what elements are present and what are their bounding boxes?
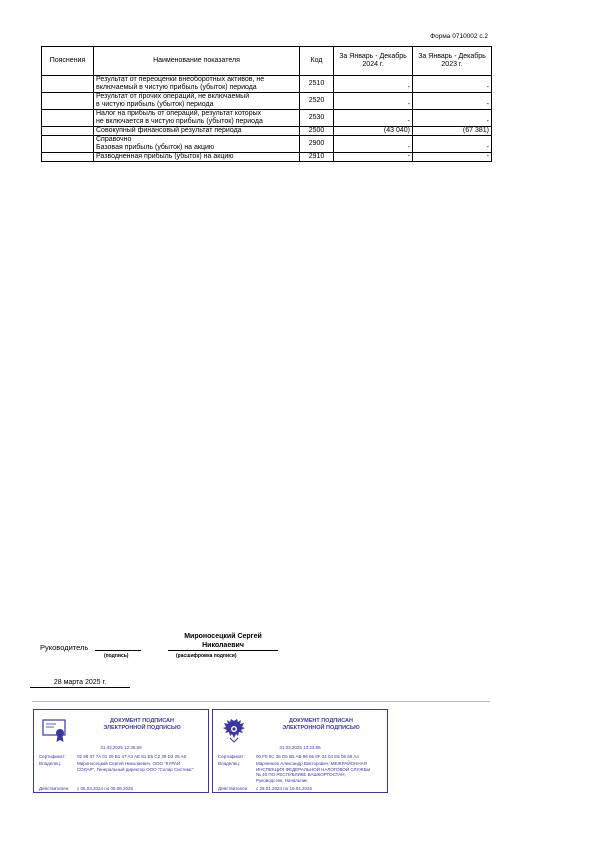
report-table <box>41 46 492 162</box>
row-value-2023: - <box>413 110 492 127</box>
table-header-row <box>42 47 492 76</box>
header-period-2024: За Январь - Декабрь 2024 г. <box>334 47 413 76</box>
document-date: 28 марта 2025 г. <box>30 679 130 688</box>
form-code: Форма 0710002 с.2 <box>430 33 488 40</box>
signature-line <box>95 650 141 651</box>
russian-eagle-emblem-icon <box>221 717 247 743</box>
header-name: Наименование показателя <box>94 47 300 76</box>
stamp-timestamp: 31.03.2025 12:35:59 <box>100 745 142 750</box>
name-caption: (расшифровка подписи) <box>176 653 237 659</box>
stamp-owner-row: Владелец: Мироносецкий Сергей Николаевич, ООО "КУРАЙ СОЛАР", Генеральный директор ООО "Солар Системс" <box>39 761 194 772</box>
notes-cell <box>42 110 94 127</box>
notes-cell <box>42 93 94 110</box>
row-value-2024: - <box>334 110 413 127</box>
name-line <box>168 650 278 651</box>
row-name: Разводненная прибыль (убыток) на акцию <box>94 153 300 162</box>
row-code: 2530 <box>300 110 334 127</box>
stamp-title: ДОКУМЕНТ ПОДПИСАН ЭЛЕКТРОННОЙ ПОДПИСЬЮ <box>282 718 360 731</box>
row-name: Результат от прочих операций, не включаемый в чистую прибыль (убыток) периода <box>94 93 300 110</box>
notes-cell <box>42 153 94 162</box>
row-code: 2900 <box>300 136 334 153</box>
certificate-icon <box>42 717 68 743</box>
e-signature-stamp <box>33 709 209 793</box>
row-name: Налог на прибыль от операций, результат которых не включается в чистую прибыль (убыток) периода <box>94 110 300 127</box>
row-name: Справочно Базовая прибыль (убыток) на акцию <box>94 136 300 153</box>
row-code: 2510 <box>300 76 334 93</box>
stamp-certificate-row: Сертификат: 00 F0 0C 36 D6 B5 AB 96 65 6F 34 04 E5 06 68 A4 <box>218 754 359 759</box>
row-value-2023: - <box>413 153 492 162</box>
row-value-2024: - <box>334 76 413 93</box>
row-value-2024: - <box>334 93 413 110</box>
row-value-2024: - <box>334 136 413 153</box>
header-notes: Пояснения <box>42 47 94 76</box>
row-code: 2520 <box>300 93 334 110</box>
row-value-2023: - <box>413 93 492 110</box>
row-code: 2910 <box>300 153 334 162</box>
table-row <box>42 153 492 162</box>
stamp-timestamp: 31.03.2025 13:23:55 <box>279 745 321 750</box>
row-value-2023: - <box>413 76 492 93</box>
stamp-valid-row: Действителен: с 05.03.2024 по 05.06.2025 <box>39 786 133 791</box>
notes-cell <box>42 136 94 153</box>
row-name: Результат от переоценки внеоборотных активов, не включаемый в чистую прибыль (убыток) периода <box>94 76 300 93</box>
stamp-owner-row: Владелец: Марченков Александр Викторович, МЕЖРАЙОННАЯ ИНСПЕКЦИЯ ФЕДЕРАЛЬНОЙ НАЛОГОВОЙ СЛУЖБЫ № 40 ПО РЕСПУБЛИКЕ БАШКОРТОСТАН, Руководство, Начальник <box>218 761 371 783</box>
notes-cell <box>42 76 94 93</box>
signature-caption: (подпись) <box>104 653 129 659</box>
stamp-certificate-row: Сертификат: 02 96 37 7A 01 29 B1 47 A3 AE 81 E5 C2 39 D2 25 A6 <box>39 754 187 759</box>
row-name: Совокупный финансовый результат периода <box>94 127 300 136</box>
row-value-2024: (43 040) <box>334 127 413 136</box>
header-code: Код <box>300 47 334 76</box>
signer-role: Руководитель <box>40 643 89 652</box>
row-value-2024: - <box>334 153 413 162</box>
row-code: 2500 <box>300 127 334 136</box>
header-period-2023: За Январь - Декабрь 2023 г. <box>413 47 492 76</box>
table-row <box>42 110 492 127</box>
table-row <box>42 136 492 153</box>
row-value-2023: (67 381) <box>413 127 492 136</box>
row-value-2023: - <box>413 136 492 153</box>
table-row <box>42 127 492 136</box>
notes-cell <box>42 127 94 136</box>
table-row <box>42 76 492 93</box>
e-signature-stamp <box>212 709 388 793</box>
table-row <box>42 93 492 110</box>
stamp-title: ДОКУМЕНТ ПОДПИСАН ЭЛЕКТРОННОЙ ПОДПИСЬЮ <box>103 718 181 731</box>
divider <box>32 701 490 702</box>
stamp-valid-row: Действителен: с 25.01.2024 по 19.04.2025 <box>218 786 312 791</box>
signer-name: Мироносецкий Сергей Николаевич <box>184 633 262 649</box>
